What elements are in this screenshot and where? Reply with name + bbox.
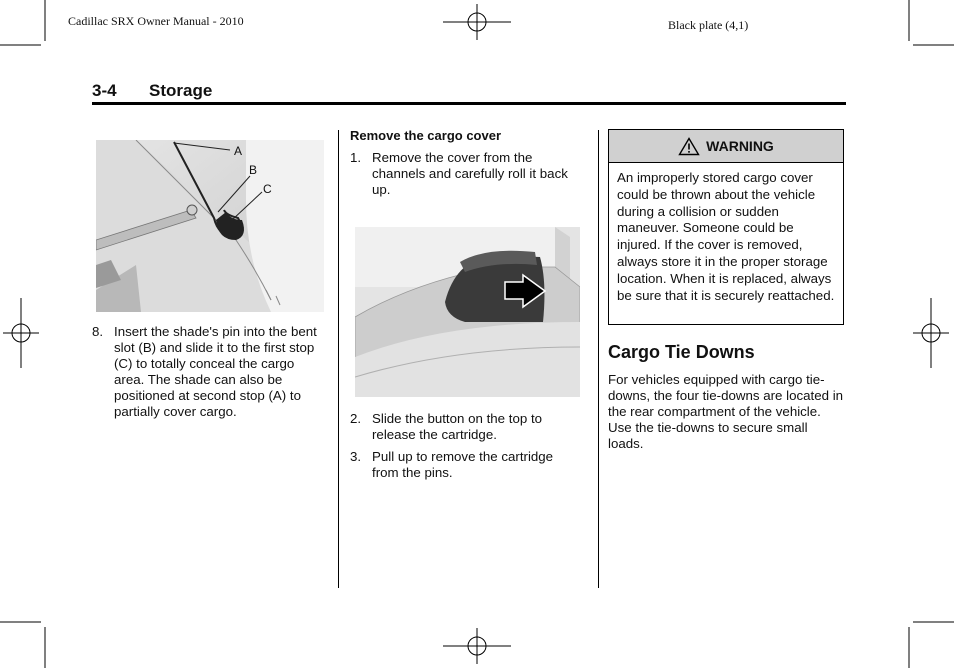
shade-pin-illustration [96, 140, 324, 312]
step-text: Slide the button on the top to release the cartridge. [372, 411, 543, 442]
header-plate-info: Black plate (4,1) [668, 18, 749, 32]
heading-cargo-tie-downs: Cargo Tie Downs [608, 342, 755, 362]
warning-text: An improperly stored cargo cover could be thrown about the vehicle during a collision or sudden maneuver. Someone could be injured. If the cover is removed, always store it in the proper storage location. When it is replaced, always be sure that it is securely reattached. [617, 170, 835, 303]
figure-label-c: C [263, 182, 272, 196]
list-item [350, 411, 582, 443]
remove-steps-part1 [350, 150, 582, 204]
step-text: Pull up to remove the cartridge from the pins. [372, 449, 554, 480]
warning-triangle-icon [678, 137, 700, 156]
remove-steps-part2 [350, 411, 582, 487]
section-number: 3-4 [92, 81, 117, 100]
step-number: 3. [350, 449, 362, 464]
warning-title: WARNING [706, 138, 774, 154]
list-item [350, 449, 582, 481]
step-number: 8. [92, 324, 104, 339]
tie-downs-paragraph: For vehicles equipped with cargo tie-downs, the four tie-downs are located in the rear compartment of the vehicle. Use the tie-downs to secure small loads. [608, 372, 844, 451]
subheading-remove-cargo-cover: Remove the cargo cover [350, 128, 502, 143]
warning-box [608, 129, 844, 325]
warning-header [609, 130, 843, 163]
step-number: 2. [350, 411, 362, 426]
step-number: 1. [350, 150, 362, 165]
figure-label-a: A [234, 144, 243, 158]
list-item [92, 324, 328, 420]
header-manual-title: Cadillac SRX Owner Manual - 2010 [68, 14, 244, 28]
column-divider [598, 130, 599, 588]
cartridge-button-illustration [355, 227, 580, 397]
step-text: Remove the cover from the channels and carefully roll it back up. [372, 150, 568, 197]
column-divider [338, 130, 339, 588]
step-text: Insert the shade's pin into the bent slot (B) and slide it to the first stop (C) to totally conceal the cargo area. The shade can also be positioned at second stop (A) to partially cover cargo. [114, 324, 317, 419]
step-8 [92, 324, 328, 426]
section-title: Storage [149, 81, 213, 100]
list-item [350, 150, 582, 198]
section-rule [92, 102, 846, 105]
figure-label-b: B [249, 163, 258, 177]
